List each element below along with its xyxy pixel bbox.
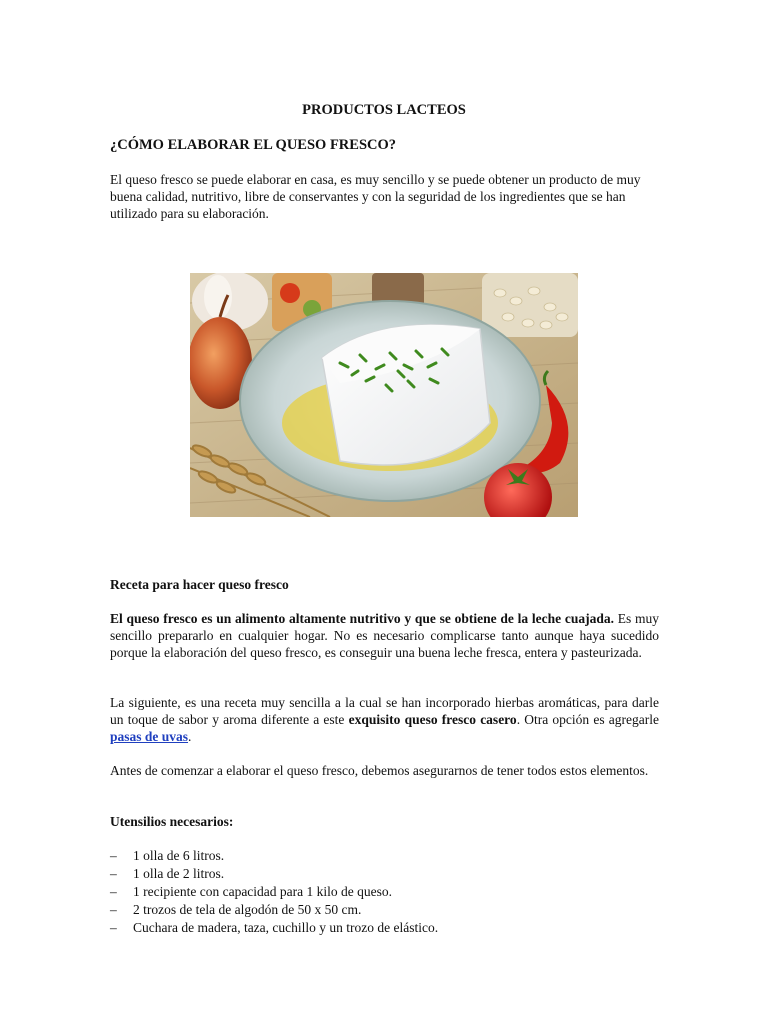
list-item-text: 1 olla de 6 litros. (133, 848, 225, 863)
paragraph-recipe-end: . (188, 729, 192, 745)
paragraph-recipe (110, 694, 659, 746)
paragraph-recipe-bold: exquisito queso fresco casero (348, 712, 517, 728)
list-item (110, 865, 659, 883)
pasas-de-uvas-link[interactable]: pasas de uvas (110, 729, 189, 745)
section-heading: ¿CÓMO ELABORAR EL QUESO FRESCO? (110, 137, 397, 153)
paragraph-recipe-start: La siguiente, es una receta muy sencilla a la cual se han incorporado hierbas aromáticas, para darle un toque de sabor y aroma diferente a este (110, 695, 659, 728)
paragraph-nutrition (110, 610, 659, 662)
intro-paragraph: El queso fresco se puede elaborar en casa, es muy sencillo y se puede obtener un producto de muy buena calidad, nutritivo, libre de conservantes y con la seguridad de los ingredientes que se han utilizado para su elaboración. (110, 172, 641, 222)
bullet-dash: – (110, 902, 117, 917)
list-item-text: 2 trozos de tela de algodón de 50 x 50 cm. (133, 902, 362, 917)
bullet-dash: – (110, 866, 117, 881)
list-item-text: 1 recipiente con capacidad para 1 kilo de queso. (133, 884, 393, 899)
list-item (110, 883, 659, 901)
recipe-heading: Receta para hacer queso fresco (110, 577, 289, 592)
paragraph-prerequisites: Antes de comenzar a elaborar el queso fresco, debemos asegurarnos de tener todos estos elementos. (110, 763, 649, 778)
bullet-dash: – (110, 848, 117, 863)
document-title: PRODUCTOS LACTEOS (302, 102, 466, 118)
list-item-text: 1 olla de 2 litros. (133, 866, 225, 881)
list-item (110, 901, 659, 919)
paragraph-nutrition-bold: El queso fresco es un alimento altamente nutritivo y que se obtiene de la leche cuajada. (110, 611, 614, 626)
bullet-dash: – (110, 920, 117, 935)
list-item (110, 919, 659, 937)
list-item (110, 847, 659, 865)
cheese-photo (190, 273, 578, 517)
utensils-heading: Utensilios necesarios: (110, 814, 234, 829)
paragraph-recipe-mid: . Otra opción es agregarle (516, 712, 660, 728)
bullet-dash: – (110, 884, 117, 899)
utensils-list (110, 847, 659, 937)
paragraph-nutrition-text: Es muy sencillo prepararlo en cualquier hogar. No es necesario complicarse tanto aunque haya sucedido porque la elaboración del queso fresco, es conseguir una buena leche fresca, entera y pasteurizada. (110, 611, 659, 661)
list-item-text: Cuchara de madera, taza, cuchillo y un trozo de elástico. (133, 920, 439, 935)
